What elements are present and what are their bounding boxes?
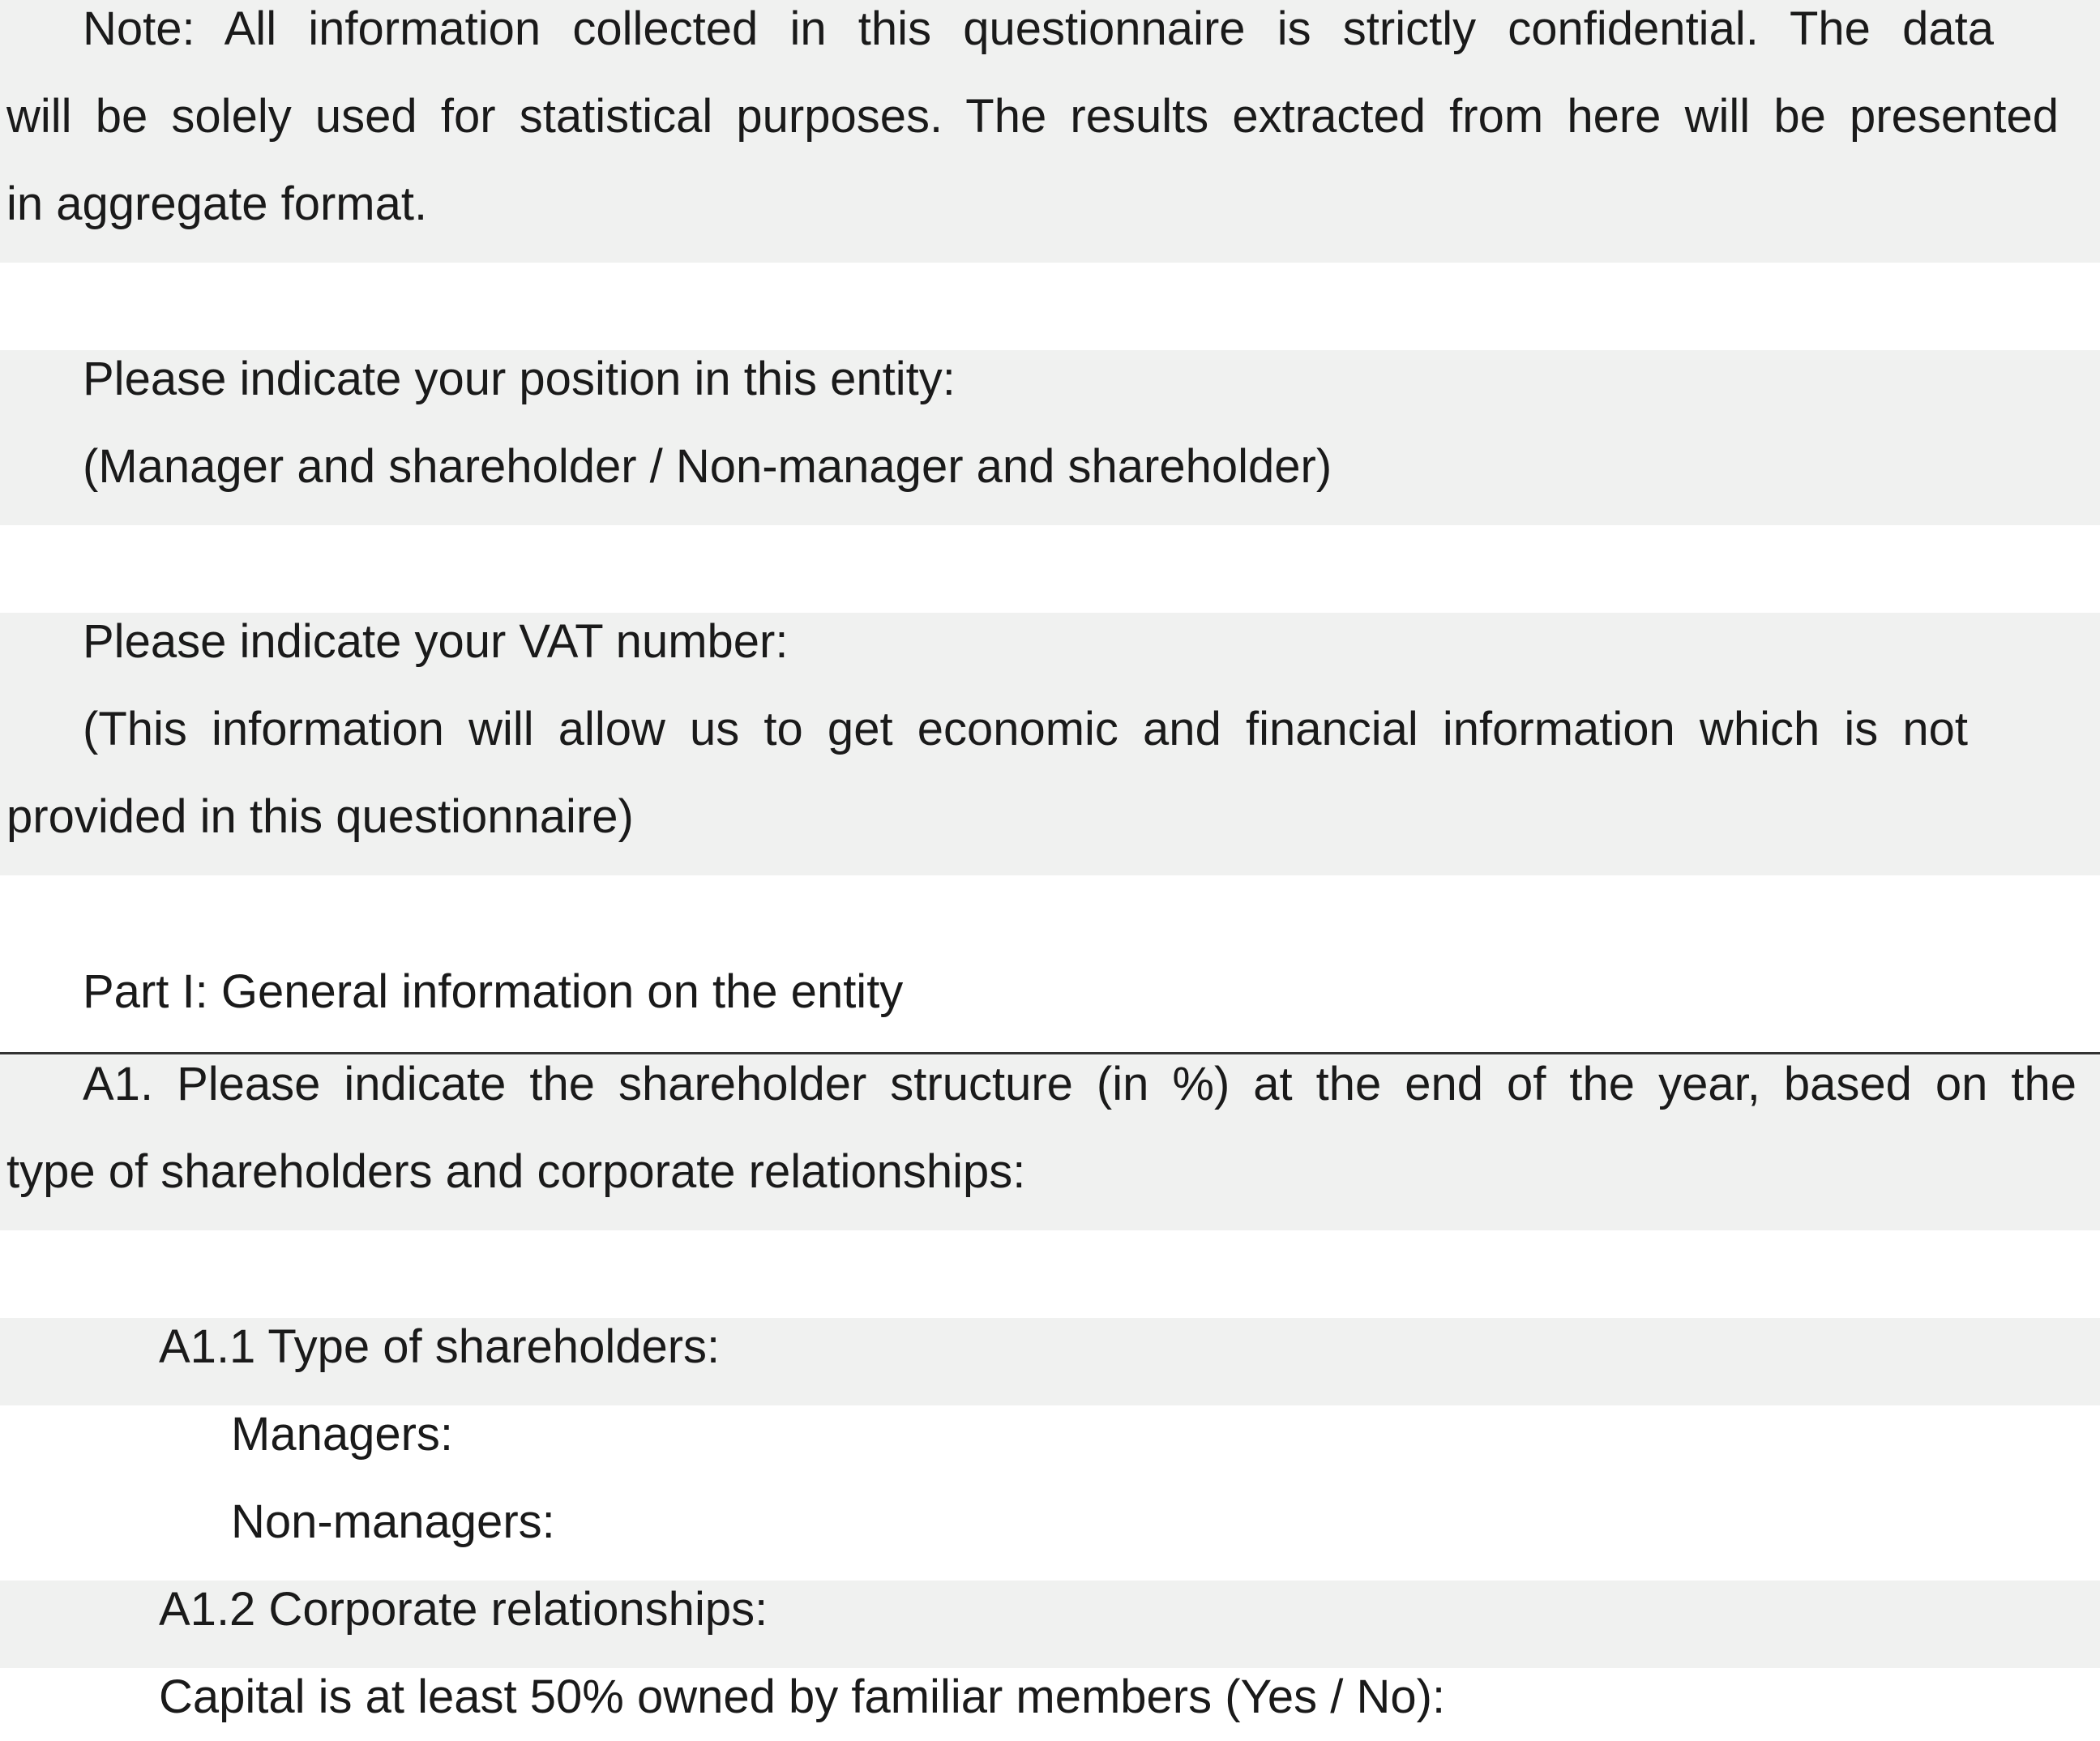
a1-question-line-2: type of shareholders and corporate relationships: [6, 1145, 1026, 1198]
non-managers-label: Non-managers: [231, 1495, 555, 1548]
note-line-1: Note: All information collected in this questionnaire is strictly confidential. The data [83, 2, 1994, 55]
position-options: (Manager and shareholder / Non-manager and shareholder) [83, 440, 1332, 493]
vat-prompt: Please indicate your VAT number: [83, 615, 789, 668]
part1-heading: Part I: General information on the entity [83, 965, 904, 1018]
managers-label: Managers: [231, 1408, 454, 1461]
position-prompt: Please indicate your position in this entity: [83, 353, 956, 405]
a1-2-heading: A1.2 Corporate relationships: [159, 1583, 768, 1636]
note-line-2: will be solely used for statistical purposes. The results extracted from here will be presented [6, 90, 2059, 143]
vat-explanation-line-1: (This information will allow us to get economic and financial information which is not [83, 703, 1968, 755]
capital-ownership-question: Capital is at least 50% owned by familiar members (Yes / No): [159, 1670, 1446, 1723]
a1-question-line-1: A1. Please indicate the shareholder structure (in %) at the end of the year, based on the [83, 1058, 2076, 1110]
note-line-3: in aggregate format. [6, 178, 428, 230]
vat-explanation-line-2: provided in this questionnaire) [6, 790, 634, 843]
a1-1-heading: A1.1 Type of shareholders: [159, 1320, 721, 1373]
